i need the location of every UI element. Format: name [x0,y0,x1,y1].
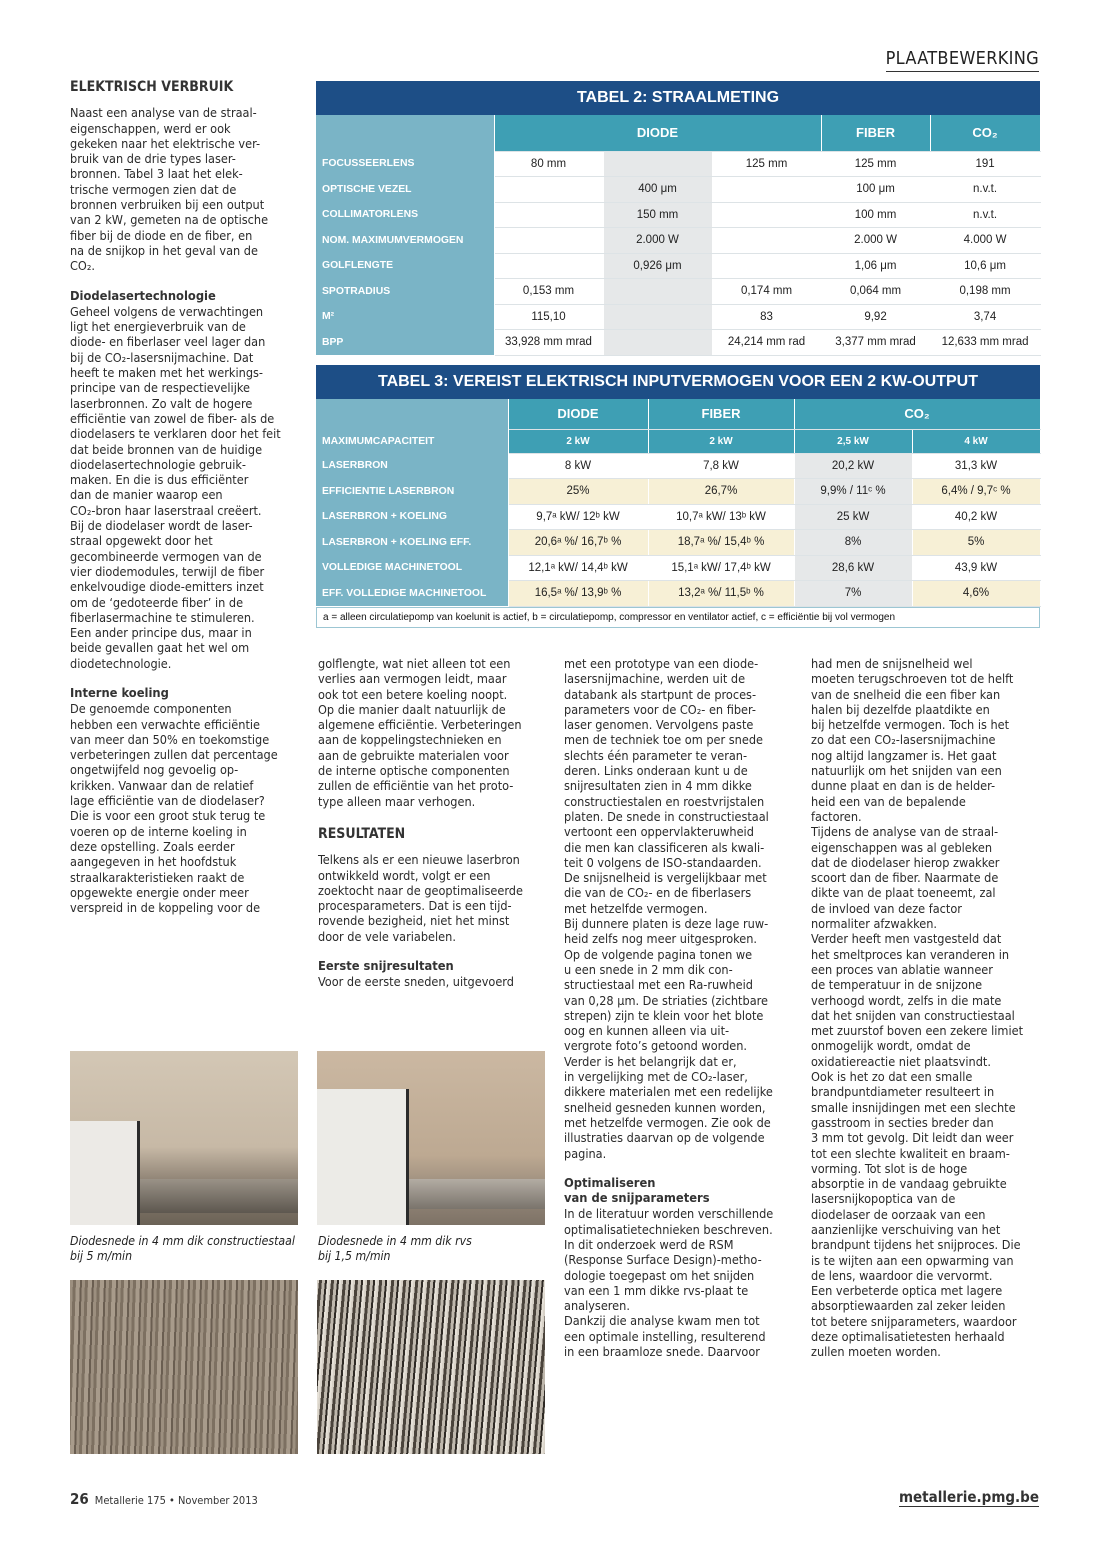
table-cell: 28,6 kW [794,555,912,581]
row-label: NOM. MAXIMUMVERMOGEN [316,228,494,254]
table-cell: 15,1ᵃ kW/ 17,4ᵇ kW [648,555,794,581]
paragraph: met een prototype van een diode- lasersnijmachine, werden uit de databank als startpunt de proces- parameters voor de CO₂- en fiber- laser genomen. Vervolgens paste men de techniek toe om per snede slechts één parameter te veran- deren. Links onderaan kunt u de snijresultaten zien in 4 mm dikke constructiestalen en roestvrijstalen platen. De snede in constructiestaal vertoont een oppervlakteruwheid die men kan classificeren als kwali- teit 0 volgens de ISO-standaarden. De snijsnelheid is vergelijkbaar met die van de CO₂- en de fiberlasers met hetzelfde vermogen. Bij dunnere platen is deze lage ruw- heid zelfs nog meer uitgesproken. Op de volgende pagina tonen we u een snede in 2 mm dik con- structiestaal met een Ra-ruwheid van 0,28 μm. De striaties (zichtbare strepen) zijn te klein voor het blote oog en kunnen alleen via uit- vergrote foto’s getoond worden. Verder is het belangrijk dat er, in vergelijking met de CO₂-laser, dikkere materialen met een redelijke snelheid gesneden kunnen worden, met hetzelfde vermogen. Zie ook de illustraties daarvan op de volgende pagina. [564,656,773,1161]
table-cell [712,202,821,228]
row-label: FOCUSSEERLENS [316,151,494,177]
table-cell: 25 kW [794,504,912,530]
subheading-eerste-snijresultaten: Eerste snijresultaten [318,959,454,975]
column-header-co2: CO₂ [794,399,1040,429]
subheading-interne-koeling: Interne koeling [70,685,169,701]
table-cell: 2.000 W [603,228,712,254]
table-cell: 7% [794,581,912,607]
subheading-diodelasertechnologie: Diodelasertechnologie [70,288,216,304]
table-row [316,228,1040,254]
table-cell: 12,1ᵃ kW/ 14,4ᵇ kW [508,555,648,581]
table-cell: 0,153 mm [494,279,603,305]
table-row [316,479,1040,505]
column-1 [70,80,302,915]
table-cell [494,253,603,279]
row-label: LASERBRON + KOELING [316,504,508,530]
row-label: SPOTRADIUS [316,279,494,305]
table-row [316,151,1040,177]
table-3-footnote: a = alleen circulatiepomp van koelunit is actief, b = circulatiepomp, compressor en ventilator actief, c = efficiëntie bij vol vermogen [316,607,1040,628]
paragraph: De genoemde componenten hebben een verwachte efficiëntie van meer dan 50% en toekomstige verbeteringen zullen dat percentage ongetwijfeld nog gevoelig op- krikken. Vanwaar dan de relatief lage efficiëntie van de diodelaser? Die is voor een groot stuk terug te voeren op de interne koeling in deze opstelling. Zoals eerder aangegeven in het hoofdstuk straalkarakteristieken raakt de opgewekte energie onder meer verspreid in de koppeling voor de [70,701,278,916]
table-cell: n.v.t. [930,202,1040,228]
table-cell: 125 mm [821,151,930,177]
photo-snijoppervlak-constructiestaal [70,1280,298,1454]
table-cell: 80 mm [494,151,603,177]
table-row [316,530,1040,556]
table-cell: 26,7% [648,479,794,505]
photo-snijoppervlak-rvs [317,1280,545,1454]
column-header-diode: DIODE [508,399,648,429]
column-header-diode: DIODE [494,115,821,151]
table-cell: 8% [794,530,912,556]
table-cell: 83 [712,304,821,330]
ruler-image [317,1089,409,1225]
table-cell: 0,174 mm [712,279,821,305]
table-cell [603,330,712,356]
table-cell: 9,7ᵃ kW/ 12ᵇ kW [508,504,648,530]
table-cell [494,202,603,228]
table-row [316,202,1040,228]
row-label: LASERBRON + KOELING EFF. [316,530,508,556]
table-cell: 8 kW [508,453,648,479]
table-cell: 7,8 kW [648,453,794,479]
table-row [316,330,1040,356]
table-cell: 12,633 mm mrad [930,330,1040,356]
column-header-co2: CO₂ [930,115,1040,151]
table-cell: 10,7ᵃ kW/ 13ᵇ kW [648,504,794,530]
table-row [316,279,1040,305]
table-cell: 3,74 [930,304,1040,330]
photo-1-caption: Diodesnede in 4 mm dik constructiestaal bij 5 m/min [70,1234,295,1263]
column-header-fiber: FIBER [648,399,794,429]
table-row [316,177,1040,203]
heading-resultaten: RESULTATEN [318,825,406,842]
column-header-fiber: FIBER [821,115,930,151]
table-cell [603,279,712,305]
row-label: LASERBRON [316,453,508,479]
table-3-inputvermogen [316,365,1040,628]
table-cell: 20,6ᵃ %/ 16,7ᵇ % [508,530,648,556]
table-cell [603,151,712,177]
row-label: COLLIMATORLENS [316,202,494,228]
table-cell: 2.000 W [821,228,930,254]
table-row [316,555,1040,581]
table-3-title: TABEL 3: VEREIST ELEKTRISCH INPUTVERMOGEN VOOR EEN 2 KW-OUTPUT [316,365,1040,399]
table-cell [494,177,603,203]
table-cell: 43,9 kW [912,555,1040,581]
capacity-cell: 2 kW [508,429,648,453]
photo-diodesnede-rvs [317,1051,545,1225]
section-label: PLAATBEWERKING [886,48,1039,72]
table-cell: 13,2ᵃ %/ 11,5ᵇ % [648,581,794,607]
column-4 [811,656,1043,1360]
table-cell [494,228,603,254]
row-label: MAXIMUMCAPACITEIT [316,429,508,453]
table-cell [712,253,821,279]
photo-diodesnede-constructiestaal [70,1051,298,1225]
heading-elektrisch-verbruik: ELEKTRISCH VERBRUIK [70,79,234,95]
table-cell: 24,214 mm rad [712,330,821,356]
table-row [316,504,1040,530]
paragraph: Voor de eerste sneden, uitgevoerd [318,974,514,990]
table-cell: 0,064 mm [821,279,930,305]
page-number: 26 [70,1490,89,1508]
table-cell: 31,3 kW [912,453,1040,479]
table-cell: 16,5ᵃ %/ 13,9ᵇ % [508,581,648,607]
paragraph: golflengte, wat niet alleen tot een verlies aan vermogen leidt, maar ook tot een betere koeling noopt. Op die manier daalt natuurlijk de algemene efficiëntie. Verbeteringen aan de koppelingstechnieken en aan de gebruikte materialen voor de interne optische componenten zullen de efficiëntie van het proto- type alleen maar verhogen. [318,656,522,809]
table-cell: 4.000 W [930,228,1040,254]
table-cell: 400 μm [603,177,712,203]
row-label: M² [316,304,494,330]
table-2-grid [316,115,1041,356]
table-cell: 115,10 [494,304,603,330]
row-label: GOLFLENGTE [316,253,494,279]
paragraph: In de literatuur worden verschillende optimalisatietechnieken beschreven. In dit onderzoek werd de RSM (Response Surface Design)-metho- dologie toegepast om het snijden van een 1 mm dikke rvs-plaat te analyseren. Dankzij die analyse kwam men tot een optimale instelling, resulterend in een braamloze snede. Daarvoor [564,1206,774,1360]
table-cell: 6,4% / 9,7ᶜ % [912,479,1040,505]
table-cell: 5% [912,530,1040,556]
table-cell: 125 mm [712,151,821,177]
footer-left [70,1490,258,1508]
table-cell: 10,6 μm [930,253,1040,279]
table-cell: 9,9% / 11ᶜ % [794,479,912,505]
capacity-cell: 2,5 kW [794,429,912,453]
table-cell [603,304,712,330]
table-row [316,453,1040,479]
table-cell [712,177,821,203]
table-3-grid [316,399,1041,607]
subheading-optimaliseren: Optimaliseren van de snijparameters [564,1175,710,1207]
table-2-straalmeting [316,81,1040,356]
table-cell: 33,928 mm mrad [494,330,603,356]
paragraph: Naast een analyse van de straal- eigenschappen, werd er ook gekeken naar het elektrische ver- bruik van de drie types laser- bronnen. Tabel 3 laat het elek- trische vermogen zien dat de bronnen verbruiken bij een output van 2 kW, gemeten na de optische fiber bij de diode en de fiber, en na de snijkop in het geval van de CO₂. [70,105,269,274]
table-row [316,581,1040,607]
paragraph: Telkens als er een nieuwe laserbron ontwikkeld wordt, volgt er een zoektocht naar de geoptimaliseerde procesparameters. Dat is een tijd- rovende bezigheid, niet het minst door de vele variabelen. [318,852,523,944]
paragraph: Geheel volgens de verwachtingen ligt het energieverbruik van de diode- en fiberlaser veel lager dan bij de CO₂-lasersnijmachine. Dat heeft te maken met het werkings- principe van de respectievelijke laserbronnen. Zo valt de hogere efficiëntie van zowel de fiber- als de diodelasers te verklaren door het feit dat beide bronnen van de huidige diodelasertechnologie gebruik- maken. En die is dus efficiënter dan de manier waarop een CO₂-bron haar laserstraal creëert. Bij de diodelaser wordt de laser- straal opgewekt door het gecombineerde vermogen van de vier diodemodules, terwijl de fiber enkelvoudige diode-emitters inzet om de ‘gedoteerde fiber’ in de fiberlasermachine te stimuleren. Een ander principe dus, maar in beide gevallen gaat het wel om diodetechnologie. [70,303,281,671]
table-cell: 20,2 kW [794,453,912,479]
capacity-cell: 4 kW [912,429,1040,453]
issue-info: Metallerie 175 • November 2013 [94,1494,258,1507]
table-cell: 3,377 mm mrad [821,330,930,356]
table-cell: 40,2 kW [912,504,1040,530]
capacity-cell: 2 kW [648,429,794,453]
table-cell: 150 mm [603,202,712,228]
row-label: EFFICIENTIE LASERBRON [316,479,508,505]
table-cell: 4,6% [912,581,1040,607]
table-cell: 100 μm [821,177,930,203]
ruler-image [70,1121,140,1225]
table-cell: 18,7ᵃ %/ 15,4ᵇ % [648,530,794,556]
table-cell: 9,92 [821,304,930,330]
row-label: EFF. VOLLEDIGE MACHINETOOL [316,581,508,607]
column-3 [564,656,798,1359]
table-row [316,304,1040,330]
table-row [316,253,1040,279]
table-cell [712,228,821,254]
website-link[interactable]: metallerie.pmg.be [898,1488,1039,1506]
table-cell: 0,198 mm [930,279,1040,305]
table-cell: 25% [508,479,648,505]
paragraph: had men de snijsnelheid wel moeten terugschroeven tot de helft van de snelheid die een fiber kan halen bij dezelfde plaatdikte en bij hetzelfde vermogen. Toch is het zo dat een CO₂-lasersnijmachine nog altijd langzamer is. Het gaat natuurlijk om het snijden van een dunne plaat en dan is de helder- heid een van de bepalende factoren. Tijdens de analyse van de straal- eigenschappen was al gebleken dat de diodelaser hierop zwakker scoort dan de fiber. Naarmate de dikte van de plaat toeneemt, zal de invloed van deze factor normaliter afzwakken. Verder heeft men vastgesteld dat het smeltproces kan veranderen in een proces van ablatie wanneer de temperatuur in de snijzone verhoogd wordt, zelfs in die mate dat het snijden van constructiestaal met zuurstof boven een zekere limiet onmogelijk wordt, omdat de oxidatiereactie niet plaatsvindt. Ook is het zo dat een smalle brandpuntdiameter resulteert in smalle insnijdingen met een slechte gasstroom in secties breder dan 3 mm tot gevolg. Dit leidt dan weer tot een slechte kwaliteit en braam- vorming. Tot slot is de hoge absorptie in de vandaag gebruikte lasersnijkopoptica van de diodelaser de oorzaak van een aanzienlijke verschuiving van het brandpunt tijdens het snijproces. Die is te wijten aan een opwarming van de lens, waardoor die vervormt. Een verbeterde optica met lagere absorptiewaarden zal zeker leiden tot betere snijparameters, waardoor deze optimalisatietesten herhaald zullen moeten worden. [811,656,1024,1360]
photo-2-caption: Diodesnede in 4 mm dik rvs bij 1,5 m/min [318,1234,472,1263]
table-cell: 191 [930,151,1040,177]
table-cell: 1,06 μm [821,253,930,279]
row-label: OPTISCHE VEZEL [316,177,494,203]
row-label: BPP [316,330,494,356]
table-cell: n.v.t. [930,177,1040,203]
table-cell: 100 mm [821,202,930,228]
column-2 [318,656,550,990]
row-label: VOLLEDIGE MACHINETOOL [316,555,508,581]
table-cell: 0,926 μm [603,253,712,279]
table-2-title: TABEL 2: STRAALMETING [316,81,1040,115]
